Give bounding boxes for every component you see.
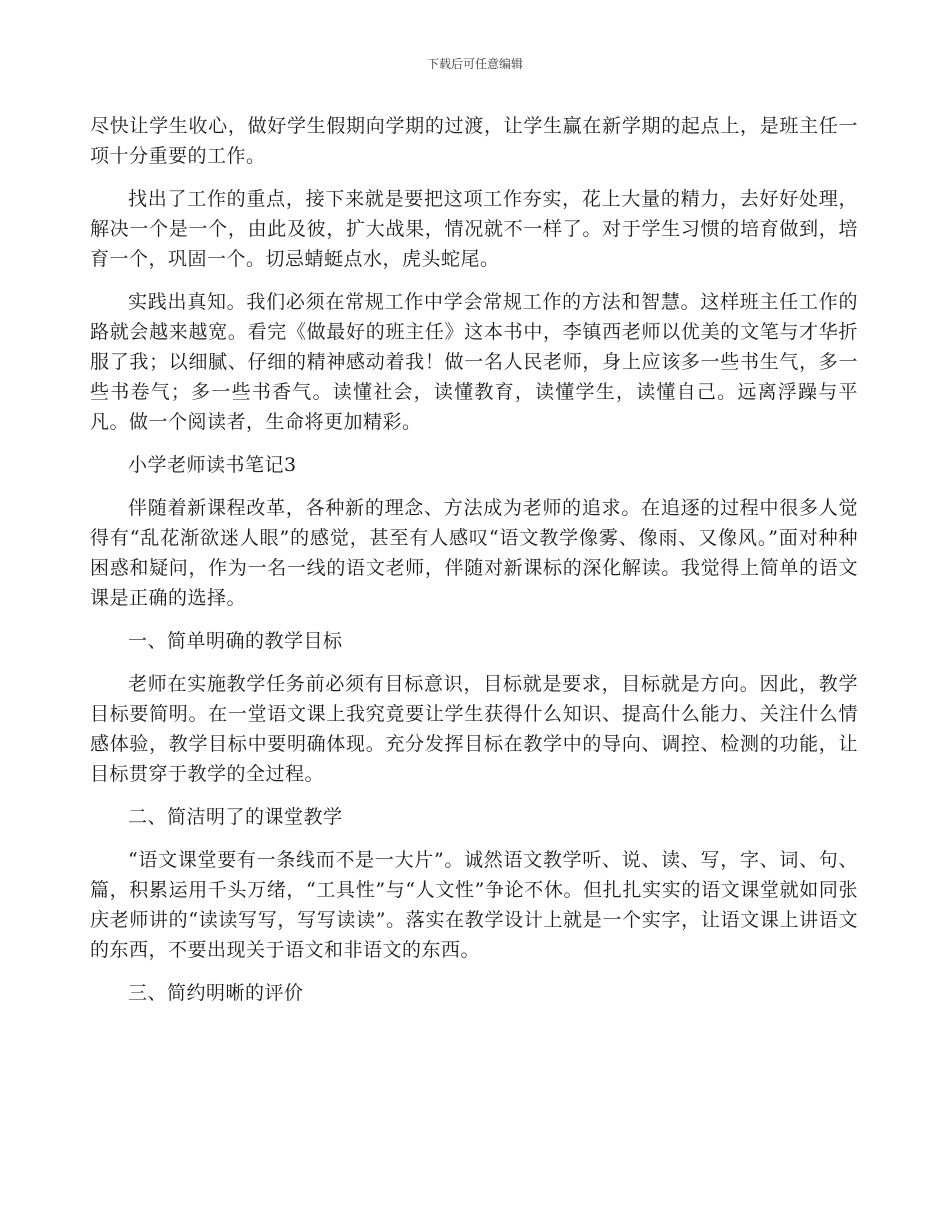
section-heading: 二、简洁明了的课堂教学 bbox=[128, 806, 343, 828]
paragraph: 尽快让学生收心，做好学生假期向学期的过渡，让学生赢在新学期的起点上，是班主任一项十分重要的工作。 bbox=[90, 115, 858, 167]
paragraph: 找出了工作的重点，接下来就是要把这项工作夯实，花上大量的精力，去好好处理，解决一个是一个，由此及彼，扩大战果，情况就不一样了。对于学生习惯的培育做到，培育一个，巩固一个。切忌蜻蜓点水，虎头蛇尾。 bbox=[90, 188, 858, 270]
section-heading: 一、简单明确的教学目标 bbox=[128, 630, 343, 652]
paragraph: 老师在实施教学任务前必须有目标意识，目标就是要求，目标就是方向。因此，教学目标要简明。在一堂语文课上我究竟要让学生获得什么知识、提高什么能力、关注什么情感体验，教学目标中要明确体现。充分发挥目标在教学中的导向、调控、检测的功能，让目标贯穿于教学的全过程。 bbox=[90, 673, 858, 785]
paragraph: 实践出真知。我们必须在常规工作中学会常规工作的方法和智慧。这样班主任工作的路就会越来越宽。看完《做最好的班主任》这本书中，李镇西老师以优美的文笔与才华折服了我；以细腻、仔细的精神感动着我！做一名人民老师，身上应该多一些书生气，多一些书卷气；多一些书香气。读懂社会，读懂教育，读懂学生，读懂自己。远离浮躁与平凡。做一个阅读者，生命将更加精彩。 bbox=[90, 291, 858, 433]
document-body bbox=[90, 111, 858, 1021]
section-title: 小学老师读书笔记3 bbox=[128, 454, 297, 476]
section-heading: 三、简约明晰的评价 bbox=[128, 982, 304, 1004]
paragraph: “语文课堂要有一条线而不是一大片”。诚然语文教学听、说、读、写，字、词、句、篇，积累运用千头万绪，“工具性”与“人文性”争论不休。但扎扎实实的语文课堂就如同张庆老师讲的“读读写写，写写读读”。落实在教学设计上就是一个实字，让语文课上讲语文的东西，不要出现关于语文和非语文的东西。 bbox=[90, 849, 858, 961]
paragraph: 伴随着新课程改革，各种新的理念、方法成为老师的追求。在追逐的过程中很多人觉得有“乱花渐欲迷人眼”的感觉，甚至有人感叹“语文教学像雾、像雨、又像风。”面对种种困惑和疑问，作为一名一线的语文老师，伴随对新课标的深化解读。我觉得上简单的语文课是正确的选择。 bbox=[90, 497, 858, 609]
page-header: 下载后可任意编辑 bbox=[426, 57, 523, 71]
